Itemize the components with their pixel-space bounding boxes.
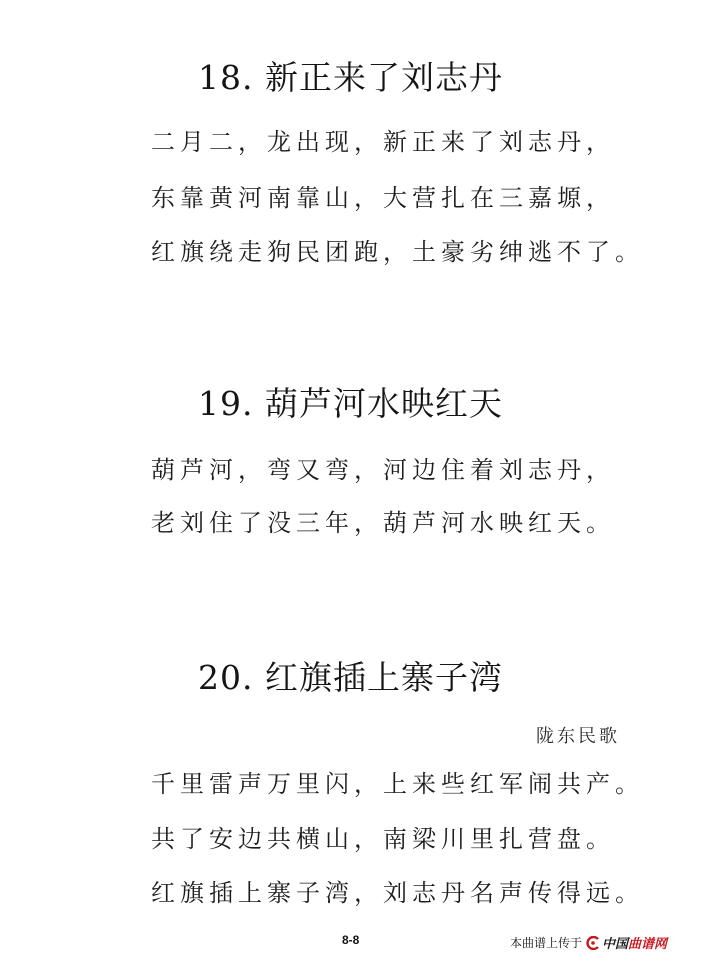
logo-text-part1: 中国 xyxy=(602,937,629,952)
song-title-18: 18. 新正来了刘志丹 xyxy=(198,58,503,97)
page-number: 8-8 xyxy=(342,933,360,947)
lyric-line: 老刘住了没三年，葫芦河水映红天。 xyxy=(151,509,615,537)
lyric-line: 红旗绕走狗民团跑，土豪劣绅逃不了。 xyxy=(151,238,644,266)
lyric-line: 二月二，龙出现，新正来了刘志丹， xyxy=(151,128,615,156)
site-logo-text[interactable] xyxy=(602,933,667,952)
song-attribution: 陇东民歌 xyxy=(536,726,620,747)
lyric-line: 东靠黄河南靠山，大营扎在三嘉塬， xyxy=(151,184,615,212)
lyric-line: 葫芦河，弯又弯，河边住着刘志丹， xyxy=(151,456,615,484)
logo-text-part2: 曲谱网 xyxy=(628,937,668,952)
lyric-line: 红旗插上寨子湾，刘志丹名声传得远。 xyxy=(151,879,644,907)
song-title-20: 20. 红旗插上寨子湾 xyxy=(198,658,503,697)
footer-source xyxy=(510,933,667,952)
lyric-line: 共了安边共横山，南梁川里扎营盘。 xyxy=(151,825,615,853)
upload-text: 本曲谱上传于 xyxy=(510,936,583,950)
lyric-line: 千里雷声万里闪，上来些红军闹共产。 xyxy=(151,770,644,798)
song-title-19: 19. 葫芦河水映红天 xyxy=(198,384,503,423)
site-logo-icon xyxy=(586,936,600,950)
